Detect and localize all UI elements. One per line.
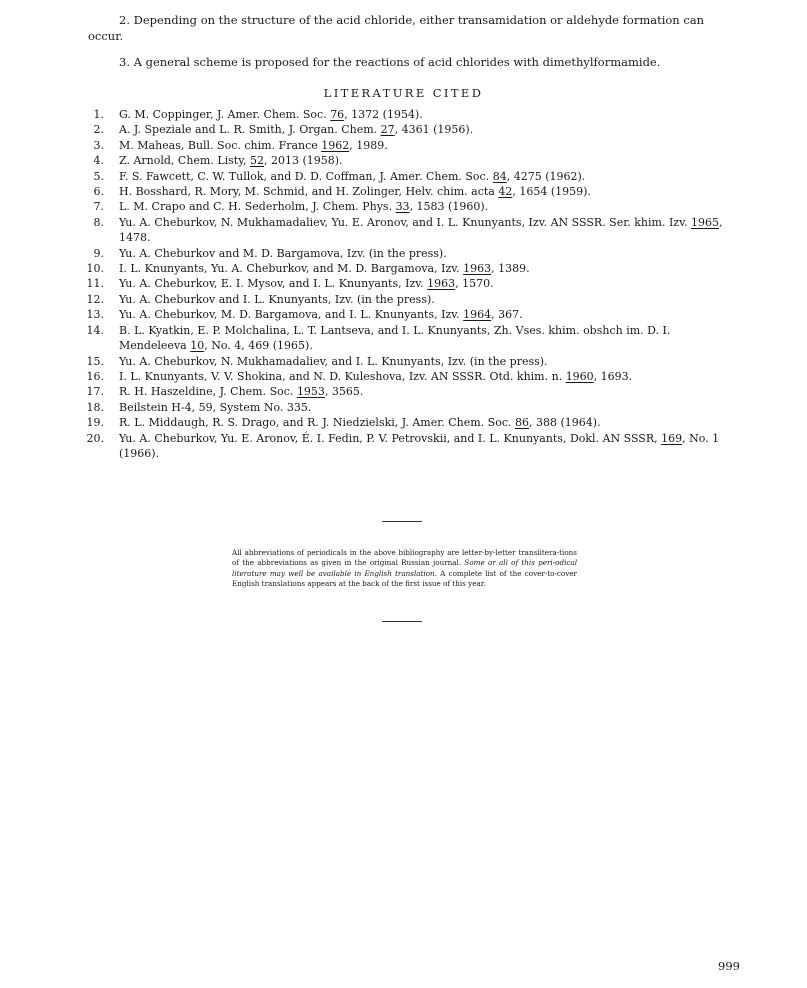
reference-item bbox=[0, 169, 807, 184]
reference-citation: Yu. A. Cheburkov, Yu. E. Aronov, É. I. Fedin, P. V. Petrovskii, and I. L. Knunyants, Dokl. AN SSSR, bbox=[119, 431, 662, 445]
reference-citation: F. S. Fawcett, C. W. Tullok, and D. D. Coffman, J. Amer. Chem. Soc. bbox=[119, 169, 493, 183]
reference-volume: 27 bbox=[380, 123, 395, 137]
reference-citation: M. Maheas, Bull. Soc. chim. France bbox=[119, 138, 322, 152]
reference-item bbox=[0, 184, 807, 199]
reference-volume: 33 bbox=[395, 200, 410, 214]
reference-text bbox=[119, 384, 739, 399]
reference-pages: , 4275 (1962). bbox=[506, 169, 586, 183]
reference-citation: R. H. Haszeldine, J. Chem. Soc. bbox=[119, 385, 297, 399]
reference-pages: , 1693. bbox=[593, 369, 633, 383]
reference-item bbox=[0, 246, 807, 261]
reference-volume: 1963 bbox=[463, 262, 492, 276]
reference-item bbox=[0, 276, 807, 291]
reference-item bbox=[0, 292, 807, 307]
reference-pages: , No. 4, 469 (1965). bbox=[204, 339, 313, 353]
reference-item bbox=[0, 431, 807, 462]
reference-item bbox=[0, 384, 807, 399]
reference-citation: Yu. A. Cheburkov and M. D. Bargamova, Izv. (in the press). bbox=[119, 246, 447, 260]
reference-item bbox=[0, 415, 807, 430]
reference-pages: , 4361 (1956). bbox=[394, 123, 474, 137]
reference-citation: Yu. A. Cheburkov and I. L. Knunyants, Izv. (in the press). bbox=[119, 292, 435, 306]
reference-text bbox=[119, 307, 739, 322]
reference-text bbox=[119, 431, 739, 462]
reference-citation: Yu. A. Cheburkov, M. D. Bargamova, and I. L. Knunyants, Izv. bbox=[119, 308, 464, 322]
reference-text bbox=[119, 400, 739, 415]
reference-number: 1. bbox=[93, 108, 104, 121]
reference-number: 20. bbox=[86, 431, 104, 445]
reference-citation: B. L. Kyatkin, E. P. Molchalina, L. T. Lantseva, and I. L. Knunyants, Zh. Vses. khim. obshch im. D. I. Mendeleeva bbox=[119, 323, 671, 353]
reference-text bbox=[119, 354, 739, 369]
reference-text bbox=[119, 153, 739, 168]
separator-rule-top bbox=[382, 521, 422, 522]
reference-text bbox=[119, 246, 739, 261]
reference-volume: 169 bbox=[661, 431, 683, 445]
conclusion-item-3: 3. A general scheme is proposed for the reactions of acid chlorides with dimethylformamide. bbox=[119, 55, 661, 69]
reference-citation: I. L. Knunyants, Yu. A. Cheburkov, and M. D. Bargamova, Izv. bbox=[119, 262, 464, 276]
reference-text bbox=[119, 199, 739, 214]
reference-citation: L. M. Crapo and C. H. Sederholm, J. Chem. Phys. bbox=[119, 200, 396, 214]
reference-volume: 1953 bbox=[296, 385, 325, 399]
reference-volume: 1963 bbox=[427, 277, 456, 291]
reference-item bbox=[0, 153, 807, 168]
reference-pages: , 2013 (1958). bbox=[263, 154, 343, 168]
reference-pages: , 1654 (1959). bbox=[512, 185, 591, 199]
literature-cited-heading: LITERATURE CITED bbox=[323, 86, 484, 100]
reference-number: 16. bbox=[86, 369, 104, 383]
reference-number: 17. bbox=[86, 385, 104, 399]
reference-citation: H. Bosshard, R. Mory, M. Schmid, and H. Zolinger, Helv. chim. acta bbox=[119, 185, 499, 199]
footnote-text-1: All abbreviations of periodicals in the above bibliography are letter-by-letter translitera-tions of the abbreviations as given in the original Russian journal. bbox=[232, 548, 577, 568]
page-number: 999 bbox=[718, 959, 740, 973]
reference-text bbox=[119, 122, 739, 137]
footnote-italic-text: Some or all of this peri-odical literature may well be available in English translation. bbox=[232, 558, 577, 578]
separator-rule-bottom bbox=[382, 621, 422, 622]
reference-volume: 42 bbox=[498, 185, 513, 199]
reference-item bbox=[0, 199, 807, 214]
reference-text bbox=[119, 369, 739, 384]
reference-number: 3. bbox=[93, 138, 104, 152]
reference-text bbox=[119, 415, 739, 430]
reference-pages: , 3565. bbox=[324, 385, 364, 399]
reference-pages: , 1583 (1960). bbox=[409, 200, 489, 214]
reference-item bbox=[0, 215, 807, 246]
reference-number: 19. bbox=[86, 416, 104, 430]
reference-citation: I. L. Knunyants, V. V. Shokina, and N. D. Kuleshova, Izv. AN SSSR. Otd. khim. n. bbox=[119, 369, 566, 383]
reference-volume: 1964 bbox=[463, 308, 492, 322]
reference-volume: 1960 bbox=[565, 369, 594, 383]
abbreviations-footnote bbox=[232, 548, 577, 590]
reference-number: 15. bbox=[86, 354, 104, 368]
reference-pages: , 1989. bbox=[349, 138, 388, 152]
reference-text bbox=[119, 276, 739, 291]
reference-citation: Beilstein H-4, 59, System No. 335. bbox=[119, 400, 312, 414]
reference-number: 8. bbox=[93, 215, 104, 229]
reference-item bbox=[0, 122, 807, 137]
reference-pages: , 1372 (1954). bbox=[344, 108, 423, 121]
reference-number: 10. bbox=[86, 262, 104, 276]
reference-citation: Yu. A. Cheburkov, N. Mukhamadaliev, and I. L. Knunyants, Izv. (in the press). bbox=[119, 354, 548, 368]
reference-pages: , 388 (1964). bbox=[529, 416, 601, 430]
reference-item bbox=[0, 323, 807, 354]
reference-number: 18. bbox=[86, 400, 104, 414]
reference-volume: 1962 bbox=[321, 138, 350, 152]
conclusion-item-2: 2. Depending on the structure of the acid chloride, either transamidation or aldehyde formation can occur. bbox=[88, 13, 705, 43]
reference-text bbox=[119, 107, 739, 122]
reference-list bbox=[0, 107, 807, 461]
reference-pages: , 1389. bbox=[491, 262, 530, 276]
reference-item bbox=[0, 138, 807, 153]
reference-text bbox=[119, 184, 739, 199]
reference-item bbox=[0, 369, 807, 384]
reference-number: 12. bbox=[86, 292, 104, 306]
reference-citation: G. M. Coppinger, J. Amer. Chem. Soc. bbox=[119, 108, 331, 121]
reference-citation: A. J. Speziale and L. R. Smith, J. Organ. Chem. bbox=[119, 123, 381, 137]
reference-volume: 84 bbox=[492, 169, 507, 183]
reference-citation: Yu. A. Cheburkov, E. I. Mysov, and I. L. Knunyants, Izv. bbox=[119, 277, 428, 291]
reference-pages: , 367. bbox=[491, 308, 523, 322]
reference-number: 9. bbox=[93, 246, 104, 260]
reference-number: 6. bbox=[93, 185, 104, 199]
reference-pages: , No. 1 (1966). bbox=[119, 431, 720, 460]
footnote-text-2: A complete list of the cover-to-cover English translations appears at the back of the first issue of this year. bbox=[232, 568, 577, 589]
reference-number: 2. bbox=[93, 123, 104, 137]
reference-volume: 76 bbox=[330, 108, 345, 121]
reference-citation: Z. Arnold, Chem. Listy, bbox=[119, 154, 250, 168]
reference-volume: 86 bbox=[515, 416, 529, 430]
reference-text bbox=[119, 215, 739, 246]
reference-number: 4. bbox=[93, 154, 104, 168]
reference-citation: R. L. Middaugh, R. S. Drago, and R. J. Niedzielski, J. Amer. Chem. Soc. bbox=[119, 416, 515, 430]
reference-volume: 1965 bbox=[690, 215, 719, 229]
reference-volume: 52 bbox=[249, 154, 264, 168]
reference-text bbox=[119, 169, 739, 184]
reference-item bbox=[0, 354, 807, 369]
reference-number: 5. bbox=[93, 169, 104, 183]
reference-item bbox=[0, 400, 807, 415]
reference-text bbox=[119, 292, 739, 307]
reference-item bbox=[0, 307, 807, 322]
reference-item bbox=[0, 107, 807, 122]
reference-pages: , 1478. bbox=[119, 215, 723, 245]
reference-number: 14. bbox=[86, 323, 104, 337]
reference-text bbox=[119, 138, 739, 153]
reference-number: 13. bbox=[86, 308, 104, 322]
reference-number: 7. bbox=[93, 200, 104, 214]
reference-number: 11. bbox=[86, 277, 104, 291]
reference-text bbox=[119, 261, 739, 276]
reference-volume: 10 bbox=[190, 339, 205, 353]
reference-item bbox=[0, 261, 807, 276]
reference-text bbox=[119, 323, 739, 354]
reference-citation: Yu. A. Cheburkov, N. Mukhamadaliev, Yu. E. Aronov, and I. L. Knunyants, Izv. AN SSSR. Ser. khim. Izv. bbox=[119, 215, 691, 229]
reference-pages: , 1570. bbox=[455, 277, 494, 291]
